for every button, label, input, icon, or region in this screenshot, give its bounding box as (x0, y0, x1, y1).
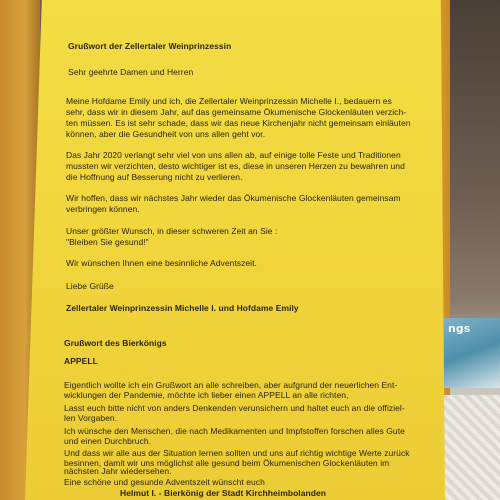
letter2-p3-line: Ich wünsche den Menschen, die nach Medikamenten und Impfstoffen forschen alles Gute (64, 426, 405, 436)
letter2-p3-line: und einen Durchbruch. (64, 436, 152, 446)
letter1-p1-line: sehr, dass wir in diesem Jahr, auf das gemeinsame Ökumenische Glockenläuten verzich- (66, 107, 407, 117)
letter1-p1-line: können, aber die Gesundheit von uns allen geht vor. (66, 129, 266, 139)
letter1-p2-line: mussten wir verzichten, desto wichtiger ist es, diese in unseren Herzen zu bewahren und (66, 161, 405, 171)
letter2-signature: Helmut I. - Bierkönig der Stadt Kirchheimbolanden (120, 488, 327, 498)
letter1-p4-line: Unser größter Wunsch, in dieser schweren Zeit an Sie : (66, 226, 278, 236)
letter1-salutation: Sehr geehrte Damen und Herren (68, 67, 194, 77)
background-magazine-text: ngs (448, 322, 471, 335)
letter2-p1-line: wicklungen der Pandemie, möchte ich lieber einen APPELL an alle richten, (64, 390, 349, 400)
letter2-subheading: APPELL (64, 356, 98, 366)
letter1-signature: Zellertaler Weinprinzessin Michelle I. und Hofdame Emily (66, 303, 299, 313)
letter2-p2-line: Lasst euch bitte nicht von anders Denkenden verunsichern und haltet euch an die offiziel- (64, 403, 405, 413)
letter1-closing: Liebe Grüße (66, 281, 114, 291)
background-tablecloth (438, 395, 500, 500)
letter1-p4-line: "Bleiben Sie gesund!" (66, 237, 149, 247)
letter1-p1-line: ten müssen. Es ist sehr schade, dass wir das neue Kirchenjahr nicht gemeinsam einläuten (66, 118, 411, 128)
letter1-p3-line: verbringen können. (66, 204, 140, 214)
letter1-p3-line: Wir hoffen, dass wir nächstes Jahr wieder das Ökumenische Glockenläuten gemeinsam (66, 193, 401, 203)
letter1-p2-line: die Hoffnung auf Besserung nicht zu verlieren. (66, 172, 243, 182)
letter2-p4-line: Und dass wir alle aus der Situation lernen sollten und uns auf richtig wichtige Werte zurück (64, 448, 410, 458)
letter1-p5: Wir wünschen Ihnen eine besinnliche Adventszeit. (66, 258, 257, 268)
letter2-heading: Grußwort des Bierkönigs (64, 338, 167, 348)
letter1-p1-line: Meine Hofdame Emily und ich, die Zellertaler Weinprinzessin Michelle I., bedauern es (66, 96, 392, 106)
letter1-p2-line: Das Jahr 2020 verlangt sehr viel von uns allen ab, auf einige tolle Feste und Traditionen (66, 150, 401, 160)
letter1-heading: Grußwort der Zellertaler Weinprinzessin (68, 41, 232, 51)
letter2-p4-line: nächsten Jahr wiedersehen. (64, 466, 172, 476)
letter2-p4-line: besinnen, damit wir uns möglichst alle gesund beim Ökumenischen Glockenläuten im (64, 458, 390, 468)
letter2-p2-line: len Vorgaben. (64, 413, 118, 423)
letter2-p5: Eine schöne und gesunde Adventszeit wünscht euch (64, 477, 265, 487)
letter2-p1-line: Eigentlich wollte ich ein Grußwort an alle schreiben, aber aufgrund der neuerlichen Ent- (64, 380, 398, 390)
